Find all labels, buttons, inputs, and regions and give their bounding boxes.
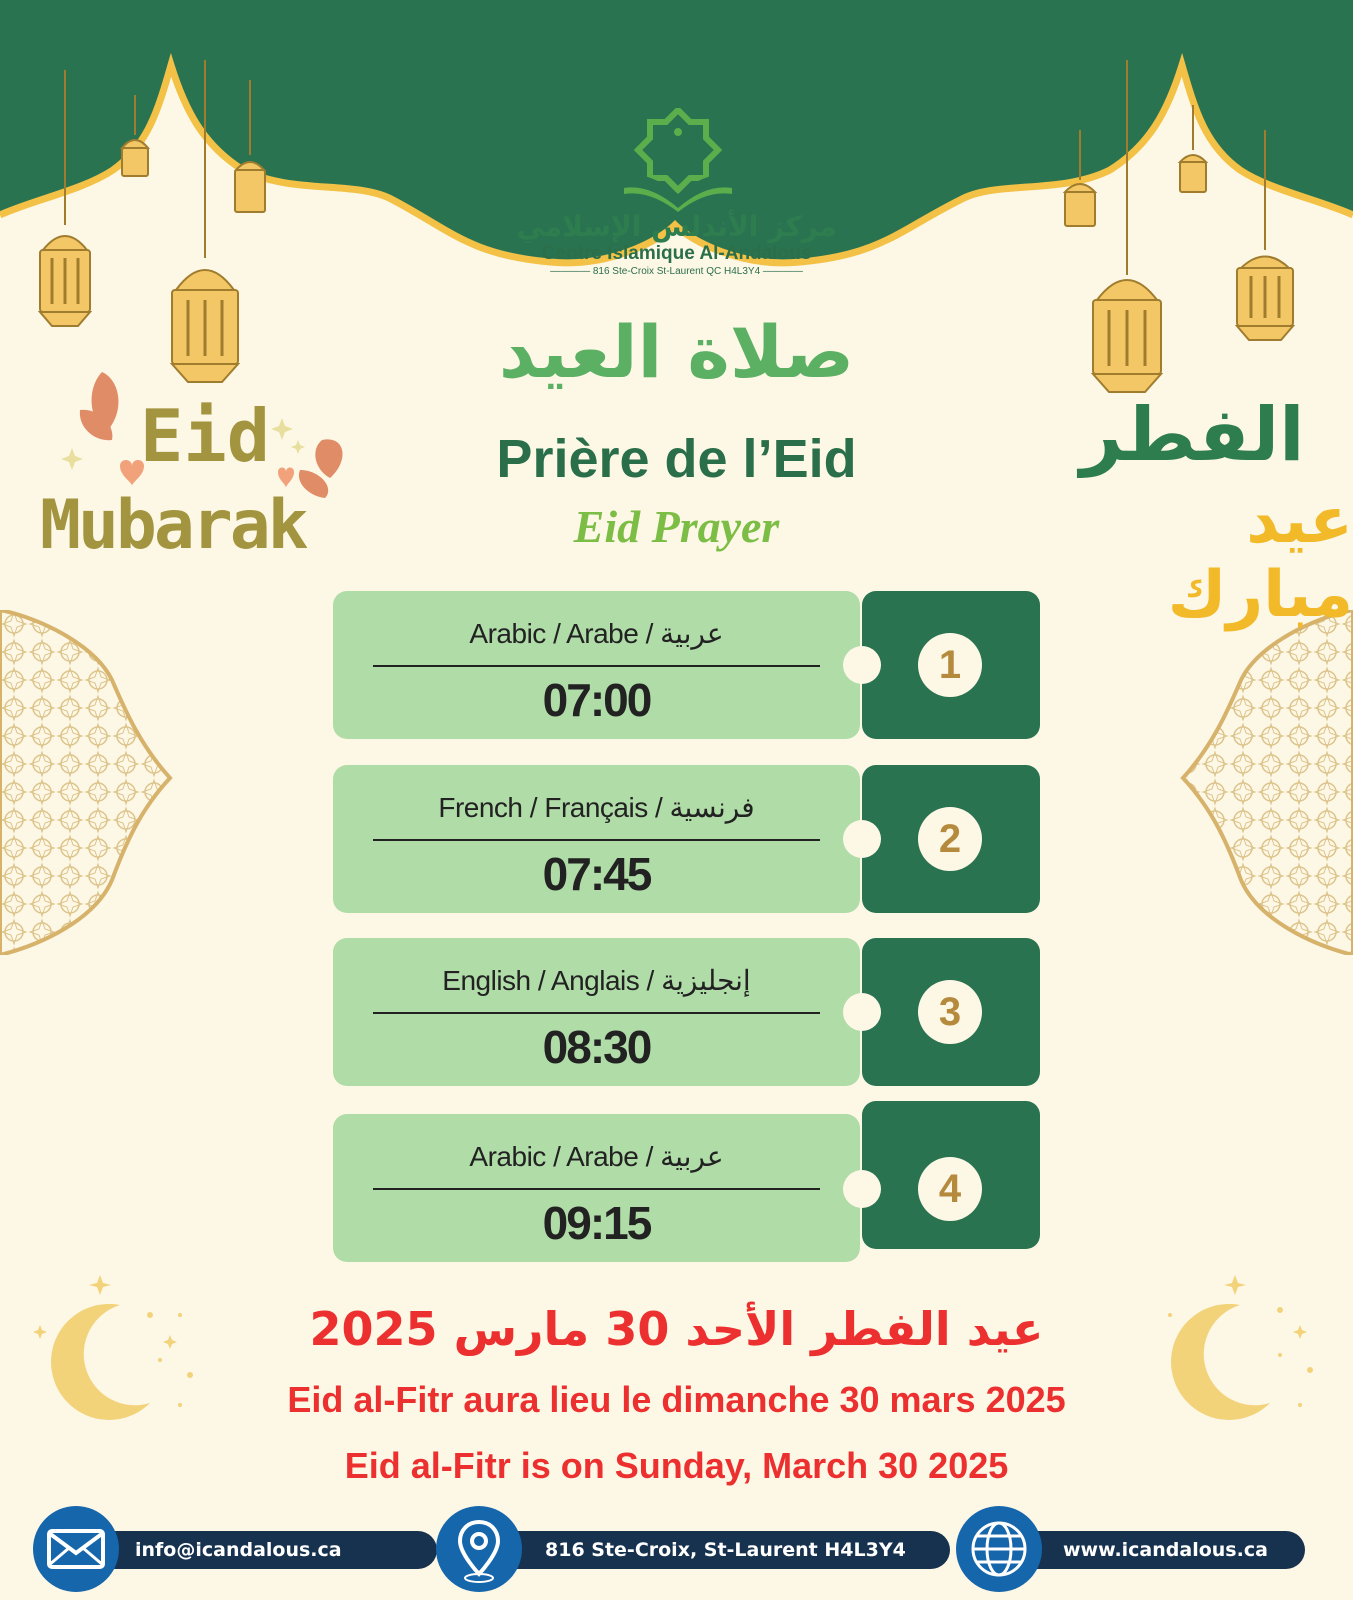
prayer-time: 07:00 [542, 674, 651, 726]
title-arabic: صلاة العيد [498, 310, 855, 394]
ornament-right [1173, 610, 1353, 955]
divider [373, 839, 820, 841]
eid-date-english: Eid al-Fitr is on Sunday, March 30 2025 [344, 1445, 1009, 1486]
eid-date-french: Eid al-Fitr aura lieu le dimanche 30 mars 2025 [287, 1379, 1066, 1420]
divider [373, 1012, 820, 1014]
mosque-logo-icon [608, 108, 748, 213]
prayer-number: 3 [918, 980, 982, 1044]
arabic-calligraphy-eid-mubarak: عيد مبارك [1167, 484, 1353, 632]
eid-greeting-word: Eid [140, 394, 271, 478]
location-icon-badge [436, 1506, 522, 1592]
mail-icon [33, 1506, 119, 1592]
prayer-card [333, 1114, 860, 1262]
prayer-language: Arabic / Arabe / عربية [469, 1141, 724, 1172]
prayer-language: Arabic / Arabe / عربية [469, 618, 724, 649]
mail-icon-badge [33, 1506, 119, 1592]
globe-icon [956, 1506, 1042, 1592]
mubarak-greeting-word: Mubarak [40, 486, 306, 565]
org-name-arabic: مركز الأندلس الإسلامي [516, 210, 837, 243]
org-name: Centre Islamique Al-Andalous [541, 243, 812, 264]
org-address-text: 816 Ste-Croix St-Laurent QC H4L3Y4 [592, 266, 761, 277]
prayer-card [333, 938, 860, 1086]
location-pin-icon [436, 1506, 522, 1592]
org-address: ———— 816 Ste-Croix St-Laurent QC H4L3Y4 ———— [550, 266, 803, 277]
title-english: Eid Prayer [573, 501, 780, 552]
prayer-time: 07:45 [542, 848, 651, 900]
prayer-time: 08:30 [542, 1021, 651, 1073]
ornament-left [0, 610, 180, 955]
prayer-number: 2 [918, 807, 982, 871]
card-notch [843, 993, 881, 1031]
title-french: Prière de l’Eid [496, 429, 857, 489]
prayer-language: French / Français / فرنسية [438, 792, 755, 823]
card-notch [843, 646, 881, 684]
eid-date-arabic: عيد الفطر الأحد 30 مارس 2025 [309, 1302, 1044, 1356]
prayer-card [333, 765, 860, 913]
divider [373, 665, 820, 667]
prayer-number: 1 [918, 633, 982, 697]
prayer-card [333, 591, 860, 739]
prayer-number: 4 [918, 1157, 982, 1221]
email-link[interactable]: info@icandalous.ca [135, 1539, 342, 1561]
card-notch [843, 820, 881, 858]
card-notch [843, 1170, 881, 1208]
website-link[interactable]: www.icandalous.ca [1063, 1539, 1268, 1561]
arabic-calligraphy-alfitr: الفطر [1080, 392, 1305, 478]
address-text: 816 Ste-Croix, St-Laurent H4L3Y4 [545, 1539, 906, 1561]
prayer-time: 09:15 [542, 1197, 651, 1249]
prayer-language: English / Anglais / إنجليزية [442, 965, 751, 996]
divider [373, 1188, 820, 1190]
globe-icon-badge [956, 1506, 1042, 1592]
